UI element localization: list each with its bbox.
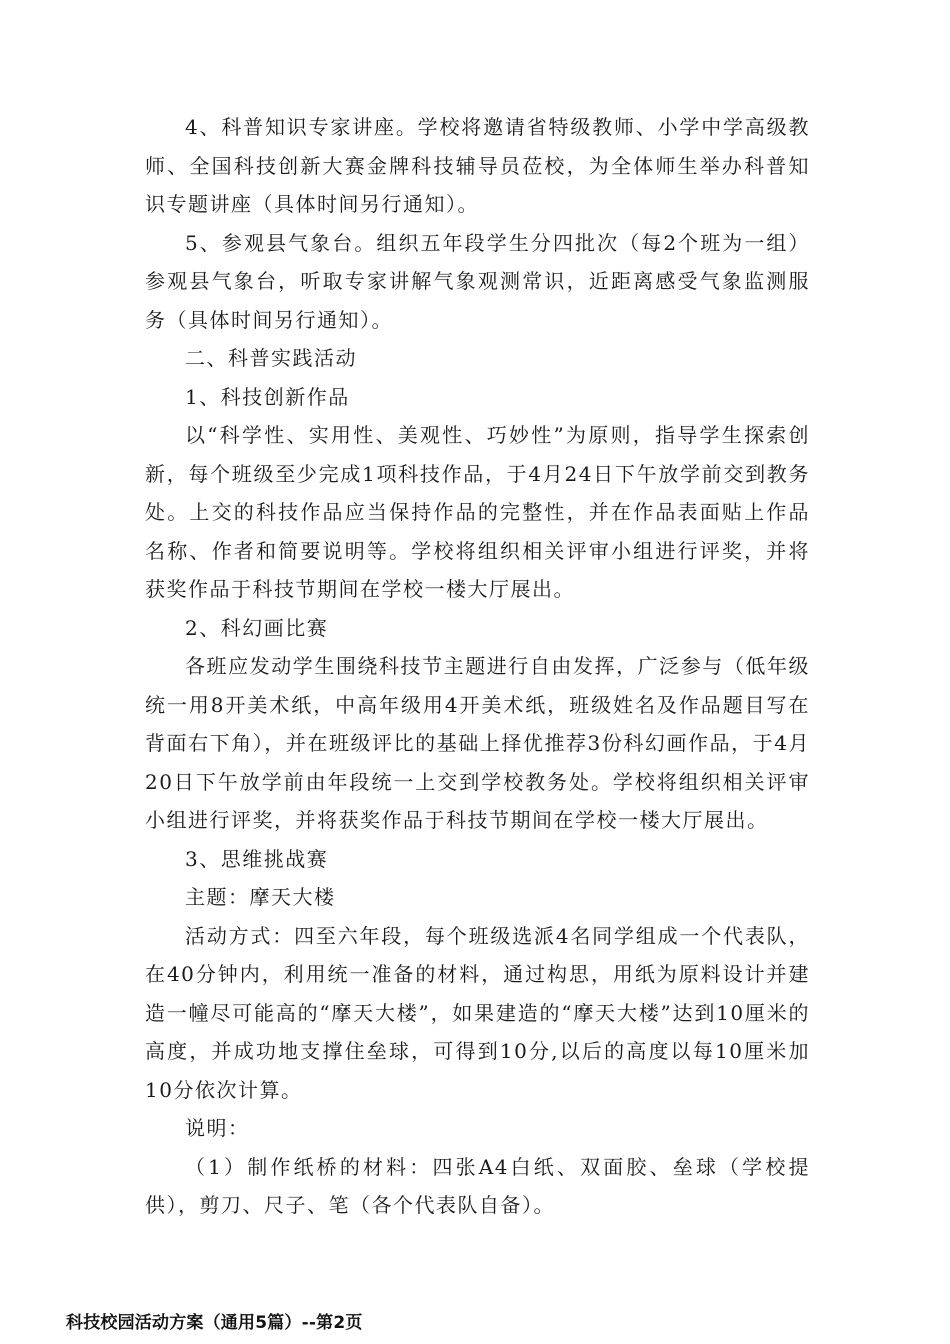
subheading-scifi-drawing: 2、科幻画比赛 — [185, 615, 329, 640]
section-heading-practice: 二、科普实践活动 — [185, 346, 357, 370]
paragraph-weather-station: 5、参观县气象台。组织五年段学生分四批次（每2个班为一组）参观县气象台，听取专家讲解气象观测常识，近距离感受气象监测服务（具体时间另行通知）。 — [145, 230, 810, 332]
paragraph-activity-method: 活动方式：四至六年段，每个班级选派4名同学组成一个代表队，在40分钟内，利用统一准备的材料，通过构思，用纸为原料设计并建造一幢尽可能高的“摩天大楼”，如果建造的“摩天大楼”达到10厘米的高度，并成功地支撑住垒球，可得到10分,以后的高度以每10厘米加10分依次计算。 — [145, 923, 810, 1102]
paragraph-scifi-drawing: 各班应发动学生围绕科技节主题进行自由发挥，广泛参与（低年级统一用8开美术纸，中高年级用4开美术纸，班级姓名及作品题目写在背面右下角），并在班级评比的基础上择优推荐3份科幻画作品，于4月20日下午放学前由年段统一上交到学校教务处。学校将组织相关评审小组进行评奖，并将获奖作品于科技节期间在学校一楼大厅展出。 — [145, 654, 810, 832]
document-body — [145, 108, 810, 1225]
subheading-thinking-challenge: 3、思维挑战赛 — [185, 846, 329, 871]
theme-line: 主题：摩天大楼 — [185, 885, 336, 909]
paragraph-materials: （1）制作纸桥的材料：四张A4白纸、双面胶、垒球（学校提供），剪刀、尺子、笔（各个代表队自备）。 — [145, 1154, 810, 1217]
page-footer: 科技校园活动方案（通用5篇）--第2页 — [66, 1313, 363, 1333]
notes-heading: 说明： — [185, 1116, 250, 1140]
paragraph-expert-lecture: 4、科普知识专家讲座。学校将邀请省特级教师、小学中学高级教师、全国科技创新大赛金牌科技辅导员莅校，为全体师生举办科普知识专题讲座（具体时间另行通知）。 — [145, 115, 810, 216]
paragraph-innovation-works: 以“科学性、实用性、美观性、巧妙性”为原则，指导学生探索创新，每个班级至少完成1项科技作品，于4月24日下午放学前交到教务处。上交的科技作品应当保持作品的完整性，并在作品表面贴上作品名称、作者和简要说明等。学校将组织相关评审小组进行评奖，并将获奖作品于科技节期间在学校一楼大厅展出。 — [145, 423, 810, 601]
subheading-innovation-works: 1、科技创新作品 — [185, 384, 350, 409]
